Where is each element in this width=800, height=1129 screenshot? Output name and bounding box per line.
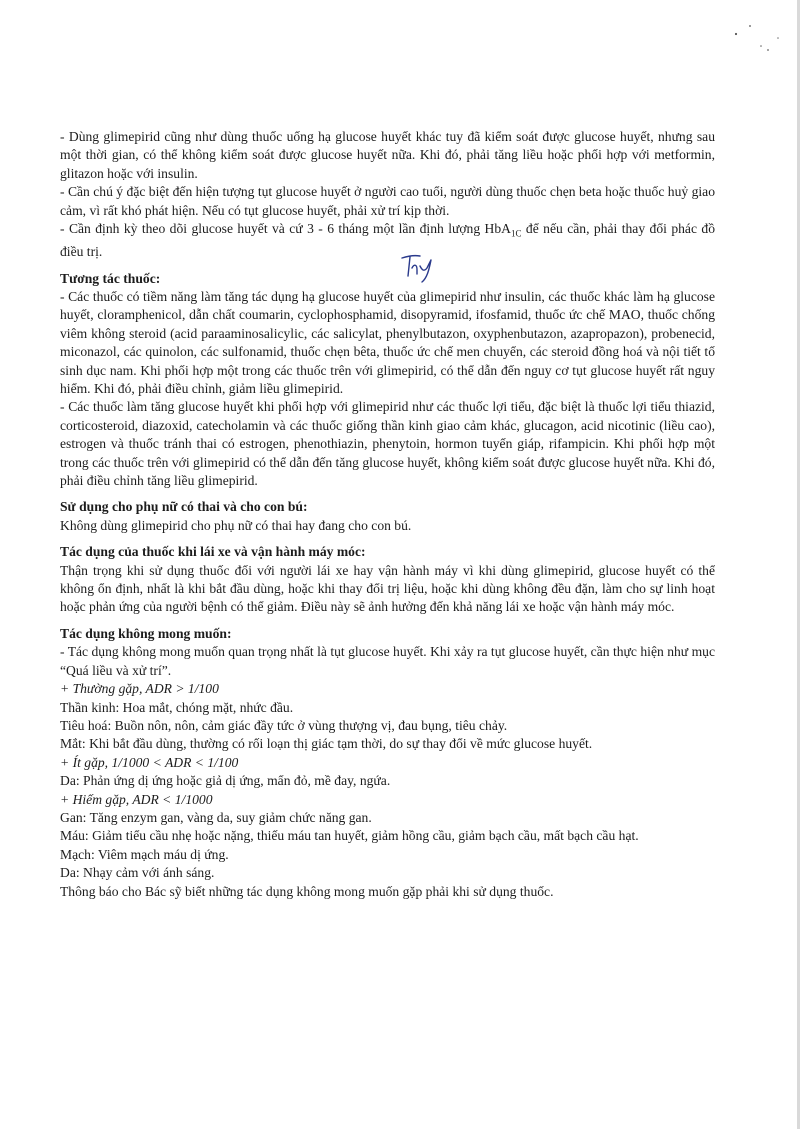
section-gap: [60, 617, 715, 625]
paragraph: - Tác dụng không mong muốn quan trọng nhất là tụt glucose huyết. Khi xảy ra tụt glucose huyết, cần thực hiện như mục “Quá liều và xử trí”.: [60, 644, 715, 678]
paragraph: Da: Phản ứng dị ứng hoặc giả dị ứng, mẩn đỏ, mề đay, ngứa.: [60, 773, 391, 789]
document-body: [60, 128, 715, 901]
paragraph: Mắt: Khi bắt đầu dùng, thường có rối loạn thị giác tạm thời, do sự thay đổi về mức glucose huyết.: [60, 736, 593, 752]
paragraph: Thận trọng khi sử dụng thuốc đối với người lái xe hay vận hành máy vì khi dùng glimepirid, glucose huyết có thể không ổn định, nhất là khi bắt đầu dùng, hoặc khi thay đổi trị liệu, hoặc khi dùng không đều đặn, làm cho sự linh hoạt hoặc phản ứng của người bệnh có thể giảm. Điều này sẽ ảnh hưởng đến khả năng lái xe hoặc vận hành máy móc.: [60, 562, 715, 615]
section-heading: Tác dụng không mong muốn:: [60, 625, 232, 641]
paragraph: - Cần chú ý đặc biệt đến hiện tượng tụt glucose huyết ở người cao tuổi, người dùng thuốc chẹn beta hoặc thuốc huỷ giao cảm, vì rất khó phát hiện. Nếu có tụt glucose huyết, phải xử trí kịp thời.: [60, 184, 715, 218]
section-gap: [60, 535, 715, 543]
section-heading: Tương tác thuốc:: [60, 270, 161, 286]
paragraph: Không dùng glimepirid cho phụ nữ có thai hay đang cho con bú.: [60, 517, 412, 533]
paragraph: Tiêu hoá: Buồn nôn, nôn, cảm giác đầy tức ở vùng thượng vị, đau bụng, tiêu chảy.: [60, 717, 508, 733]
frequency-label: + Thường gặp, ADR > 1/100: [60, 681, 219, 697]
paragraph: Gan: Tăng enzym gan, vàng da, suy giảm chức năng gan.: [60, 809, 372, 825]
frequency-label: + Hiếm gặp, ADR < 1/1000: [60, 791, 213, 807]
paragraph: Thần kinh: Hoa mắt, chóng mặt, nhức đầu.: [60, 699, 294, 715]
paragraph: - Cần định kỳ theo dõi glucose huyết và cứ 3 - 6 tháng một lần định lượng HbA$_{1C}$ để nếu cần, phải thay đổi phác đồ điều trị.: [60, 221, 715, 260]
paragraph: - Các thuốc làm tăng glucose huyết khi phối hợp với glimepirid như các thuốc lợi tiểu, đặc biệt là thuốc lợi tiểu thiazid, corticosteroid, diazoxid, catecholamin và các thuốc giống thần kinh giao cảm khác, glucagon, acid nicotinic (liều cao), estrogen và thuốc tránh thai có estrogen, phenothiazin, phenytoin, hormon tuyến giáp, rifampicin. Khi phối hợp một trong các thuốc trên với glimepirid có thể dẫn đến tăng glucose huyết, không kiểm soát được glucose huyết nữa. Khi đó, phải điều chỉnh tăng liều glimepirid.: [60, 399, 715, 489]
section-heading: Sử dụng cho phụ nữ có thai và cho con bú:: [60, 499, 308, 515]
paragraph: - Các thuốc có tiềm năng làm tăng tác dụng hạ glucose huyết của glimepirid như insulin, các thuốc khác làm hạ glucose huyết, cloramphenicol, dẫn chất coumarin, cyclophosphamid, disopyramid, ifosfamid, thuốc ức chế MAO, thuốc chống viêm không steroid (acid paraaminosalicylic, các salicylat, phenylbutazon, oxyphenbutazon, azapropazon), probenecid, miconazol, các quinolon, các sulfonamid, thuốc chẹn bêta, thuốc ức chế men chuyển, các steroid đồng hoá và nội tiết tố sinh dục nam. Khi phối hợp một trong các thuốc trên với glimepirid, có thể dẫn đến nguy cơ tụt glucose huyết rất nguy hiểm. Khi đó, phải điều chỉnh, giảm liều glimepirid.: [60, 288, 715, 396]
section-gap: [60, 490, 715, 498]
scan-specks: [728, 20, 788, 60]
paragraph: Máu: Giảm tiểu cầu nhẹ hoặc nặng, thiếu máu tan huyết, giảm hồng cầu, giảm bạch cầu, mất bạch cầu hạt.: [60, 828, 639, 844]
section-gap: [60, 262, 715, 270]
paragraph: Thông báo cho Bác sỹ biết những tác dụng không mong muốn gặp phải khi sử dụng thuốc.: [60, 883, 554, 899]
paragraph: Mạch: Viêm mạch máu dị ứng.: [60, 846, 229, 862]
section-heading: Tác dụng của thuốc khi lái xe và vận hành máy móc:: [60, 544, 366, 560]
paragraph: Da: Nhạy cảm với ánh sáng.: [60, 865, 215, 881]
paragraph: - Dùng glimepirid cũng như dùng thuốc uống hạ glucose huyết khác tuy đã kiểm soát được glucose huyết, nhưng sau một thời gian, có thể không kiểm soát được glucose huyết nữa. Khi đó, phải tăng liều hoặc phối hợp với metformin, glitazon hoặc với insulin.: [60, 129, 715, 181]
frequency-label: + Ít gặp, 1/1000 < ADR < 1/100: [60, 754, 239, 770]
